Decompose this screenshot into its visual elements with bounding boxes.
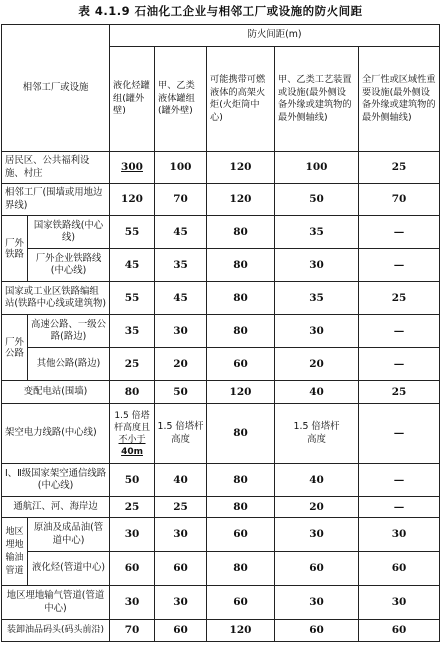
cell-value: 70 [359,184,440,216]
cell-value: 30 [110,518,155,552]
col-header: 甲、乙类工艺装置或设施(最外侧设备外缘或建筑物的最外侧轴线) [275,47,359,152]
row-label: 架空电力线路(中心线) [2,404,110,464]
cell-value: 60 [275,620,359,642]
table-row [2,184,440,216]
table-row [2,518,440,552]
col-header: 液化烃罐组(罐外壁) [110,47,155,152]
cell-value: 40 [275,381,359,404]
cell-value: 25 [155,497,207,518]
cell-value: 60 [110,552,155,586]
group-label: 厂外铁路 [2,216,28,282]
cell-value: 30 [359,586,440,620]
cell-value [110,404,155,464]
row-label: 厂外企业铁路线(中心线) [28,249,110,282]
cell-value: 80 [207,315,275,348]
cell-value: 25 [110,497,155,518]
cell-value: 20 [275,348,359,381]
cell-value: 80 [207,249,275,282]
cell-line: 40m [121,446,143,457]
cell-value: 80 [207,282,275,315]
cell-value: 45 [110,249,155,282]
cell-value: 60 [155,620,207,642]
col-header: 全厂性或区域性重要设施(最外侧设备外缘或建筑物的最外侧轴线) [359,47,440,152]
cell-value: 35 [110,315,155,348]
cell-value: 300 [110,152,155,184]
table-row [2,497,440,518]
row-label: 相邻工厂(围墙或用地边界线) [2,184,110,216]
cell-value: 120 [207,620,275,642]
cell-value: 30 [155,518,207,552]
cell-value: 45 [155,216,207,249]
cell-value: 60 [207,518,275,552]
cell-value: 120 [207,184,275,216]
cell-value: 35 [275,216,359,249]
cell-value: 55 [110,216,155,249]
table-row [2,152,440,184]
row-label: Ⅰ、Ⅱ级国家架空通信线路(中心线) [2,464,110,497]
table-row [2,381,440,404]
row-label: 国家或工业区铁路编组站(铁路中心线或建筑物) [2,282,110,315]
cell-line: 1.5 倍塔杆高度且 [114,410,151,433]
cell-value: 120 [207,152,275,184]
row-label: 地区埋地输气管道(管道中心) [2,586,110,620]
table-row [2,249,440,282]
table-title: 表 4.1.9 石油化工企业与相邻工厂或设施的防火间距 [78,4,363,18]
cell-value: 30 [275,586,359,620]
row-label: 通航江、河、海岸边 [2,497,110,518]
cell-value: 30 [275,249,359,282]
row-label: 高速公路、一级公路(路边) [28,315,110,348]
cell-value: 80 [207,216,275,249]
cell-value: 60 [207,586,275,620]
cell-value: 50 [155,381,207,404]
header-row-1 [2,25,440,47]
cell-value: 80 [207,552,275,586]
row-label: 液化烃(管道中心) [28,552,110,586]
row-label: 国家铁路线(中心线) [28,216,110,249]
cell-value: 30 [155,315,207,348]
cell-value: 25 [359,152,440,184]
cell-value: 55 [110,282,155,315]
cell-value: 80 [110,381,155,404]
row-label: 原油及成品油(管道中心) [28,518,110,552]
row-label: 居民区、公共福利设施、村庄 [2,152,110,184]
cell-value: 40 [155,464,207,497]
cell-value: 60 [155,552,207,586]
cell-value: 25 [110,348,155,381]
cell-value: 45 [155,282,207,315]
col-header: 甲、乙类液体罐组(罐外壁) [155,47,207,152]
row-label: 装卸油品码头(码头前沿) [2,620,110,642]
cell-value: 80 [207,404,275,464]
cell-value: — [359,216,440,249]
header-fire-distance: 防火间距(m) [110,25,440,47]
cell-value: 100 [155,152,207,184]
cell-value: 100 [275,152,359,184]
group-label: 厂外公路 [2,315,28,381]
col-header: 可能携带可燃液体的高架火炬(火炬筒中心) [207,47,275,152]
cell-value: 30 [275,315,359,348]
cell-value: — [359,464,440,497]
cell-value: 40 [275,464,359,497]
table-row [2,404,440,464]
cell-value: 25 [359,282,440,315]
cell-value: 80 [207,497,275,518]
cell-value: — [359,497,440,518]
header-group-label: 相邻工厂或设施 [2,25,110,152]
cell-value: 25 [359,381,440,404]
cell-value: 50 [110,464,155,497]
cell-value: — [359,315,440,348]
cell-value: 1.5 倍塔杆高度 [155,404,207,464]
cell-value: 60 [359,552,440,586]
group-label: 地区埋地输油管道 [2,518,28,586]
cell-value: 70 [155,184,207,216]
cell-value: 20 [275,497,359,518]
fire-distance-table [1,24,440,642]
table-row [2,620,440,642]
cell-value: 120 [207,381,275,404]
cell-value: 30 [155,586,207,620]
cell-value: 20 [155,348,207,381]
cell-value: 120 [110,184,155,216]
cell-value: 60 [359,620,440,642]
row-label: 变配电站(围墙) [2,381,110,404]
cell-value: 30 [359,518,440,552]
table-row [2,348,440,381]
cell-value: 30 [110,586,155,620]
cell-value: 35 [155,249,207,282]
cell-value: — [359,249,440,282]
cell-value: 1.5 倍塔杆高度 [275,404,359,464]
table-row [2,216,440,249]
table-row [2,464,440,497]
cell-value: 35 [275,282,359,315]
cell-value: 80 [207,464,275,497]
table-row [2,282,440,315]
cell-value: 60 [275,552,359,586]
cell-value: — [359,404,440,464]
cell-value: 70 [110,620,155,642]
table-row [2,586,440,620]
row-label: 其他公路(路边) [28,348,110,381]
cell-value: 50 [275,184,359,216]
cell-value: 60 [207,348,275,381]
cell-value: — [359,348,440,381]
cell-value: 30 [275,518,359,552]
table-row [2,315,440,348]
table-row [2,552,440,586]
cell-line: 不小于 [118,434,146,445]
